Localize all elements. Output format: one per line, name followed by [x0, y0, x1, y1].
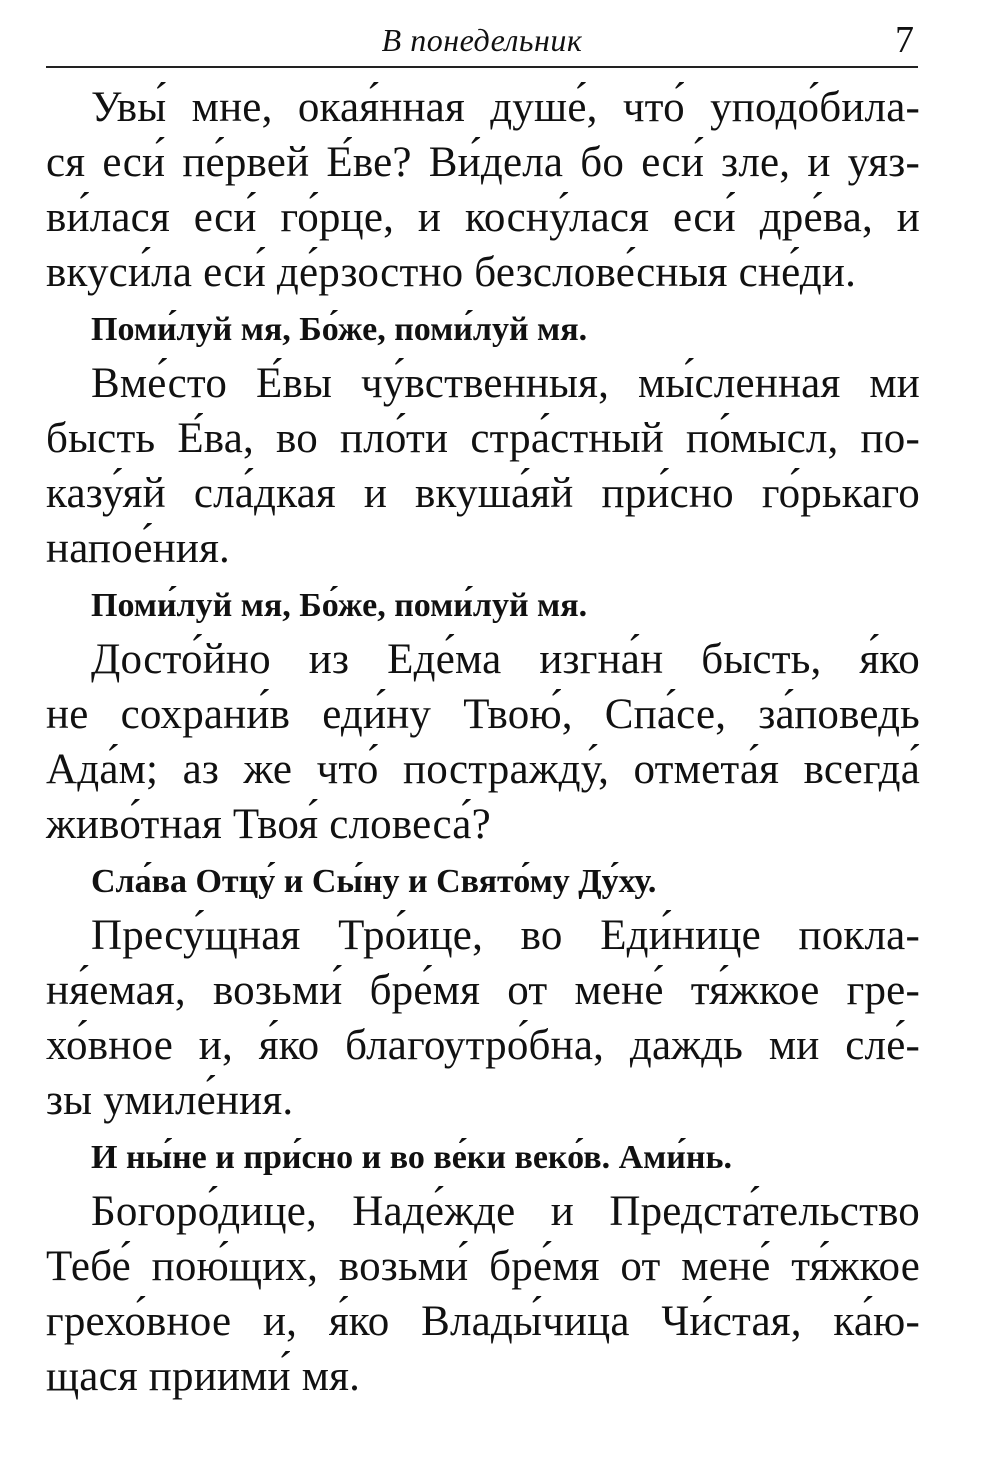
doxology-line: И ны́не и при́сно и во ве́ки веко́в. Ами́нь.: [91, 1139, 732, 1176]
text-line: Увы́ мне, окая́нная душе́, что́ уподо́била-: [91, 84, 920, 131]
page-body: [46, 80, 920, 1404]
text-line: не сохрани́в еди́ну Твою́, Спа́се, за́поведь: [46, 691, 920, 738]
theotokion-stanza: [46, 1134, 920, 1404]
text-line: Ада́м; аз же что́ постражду́, отмета́я всегда́: [46, 746, 920, 793]
text-line: зы умиле́ния.: [46, 1077, 294, 1124]
troparion-1: [46, 80, 920, 300]
refrain-line: Поми́луй мя, Бо́же, поми́луй мя.: [91, 311, 588, 348]
text-line: щася приими́ мя.: [46, 1353, 361, 1400]
text-line: бысть Е́ва, во пло́ти стра́стный по́мысл, по-: [46, 415, 920, 462]
text-line: казу́яй сла́дкая и вкуша́яй при́сно го́рькаго: [46, 470, 920, 517]
troparion-2: [46, 306, 920, 576]
troparion-3: [46, 582, 920, 852]
text-line: ня́емая, возьми́ бре́мя от мене́ тя́жкое гре-: [46, 967, 920, 1014]
running-title: В понедельник: [381, 22, 583, 58]
text-line: напое́ния.: [46, 525, 231, 572]
page-header: [46, 14, 918, 68]
page-number: 7: [895, 19, 914, 61]
text-line: Тебе́ пою́щих, возьми́ бре́мя от мене́ тя́жкое: [46, 1243, 920, 1290]
text-line: Досто́йно из Еде́ма изгна́н бысть, я́ко: [91, 636, 920, 683]
text-line: ви́лася еси́ го́рце, и косну́лася еси́ дре́ва, и: [46, 194, 920, 241]
text-line: вкуси́ла еси́ де́рзостно безслове́сныя сне́ди.: [46, 249, 857, 296]
text-line: Пресу́щная Тро́ице, во Еди́нице покла-: [91, 912, 920, 959]
text-line: грехо́вное и, я́ко Влады́чица Чи́стая, ка́ю-: [46, 1298, 920, 1345]
doxology-line: Сла́ва Отцу́ и Сы́ну и Свято́му Ду́ху.: [91, 863, 657, 900]
glory-stanza: [46, 858, 920, 1128]
text-line: Богоро́дице, Наде́жде и Предста́тельство: [91, 1188, 920, 1235]
text-line: живо́тная Твоя́ словеса́?: [46, 801, 491, 848]
refrain-line: Поми́луй мя, Бо́же, поми́луй мя.: [91, 587, 588, 624]
text-line: хо́вное и, я́ко благоутро́бна, даждь ми сле́-: [46, 1022, 920, 1069]
text-line: ся еси́ пе́рвей Е́ве? Ви́дела бо еси́ зле, и уяз-: [46, 139, 920, 186]
text-line: Вме́сто Е́вы чу́вственныя, мы́сленная ми: [91, 360, 920, 407]
